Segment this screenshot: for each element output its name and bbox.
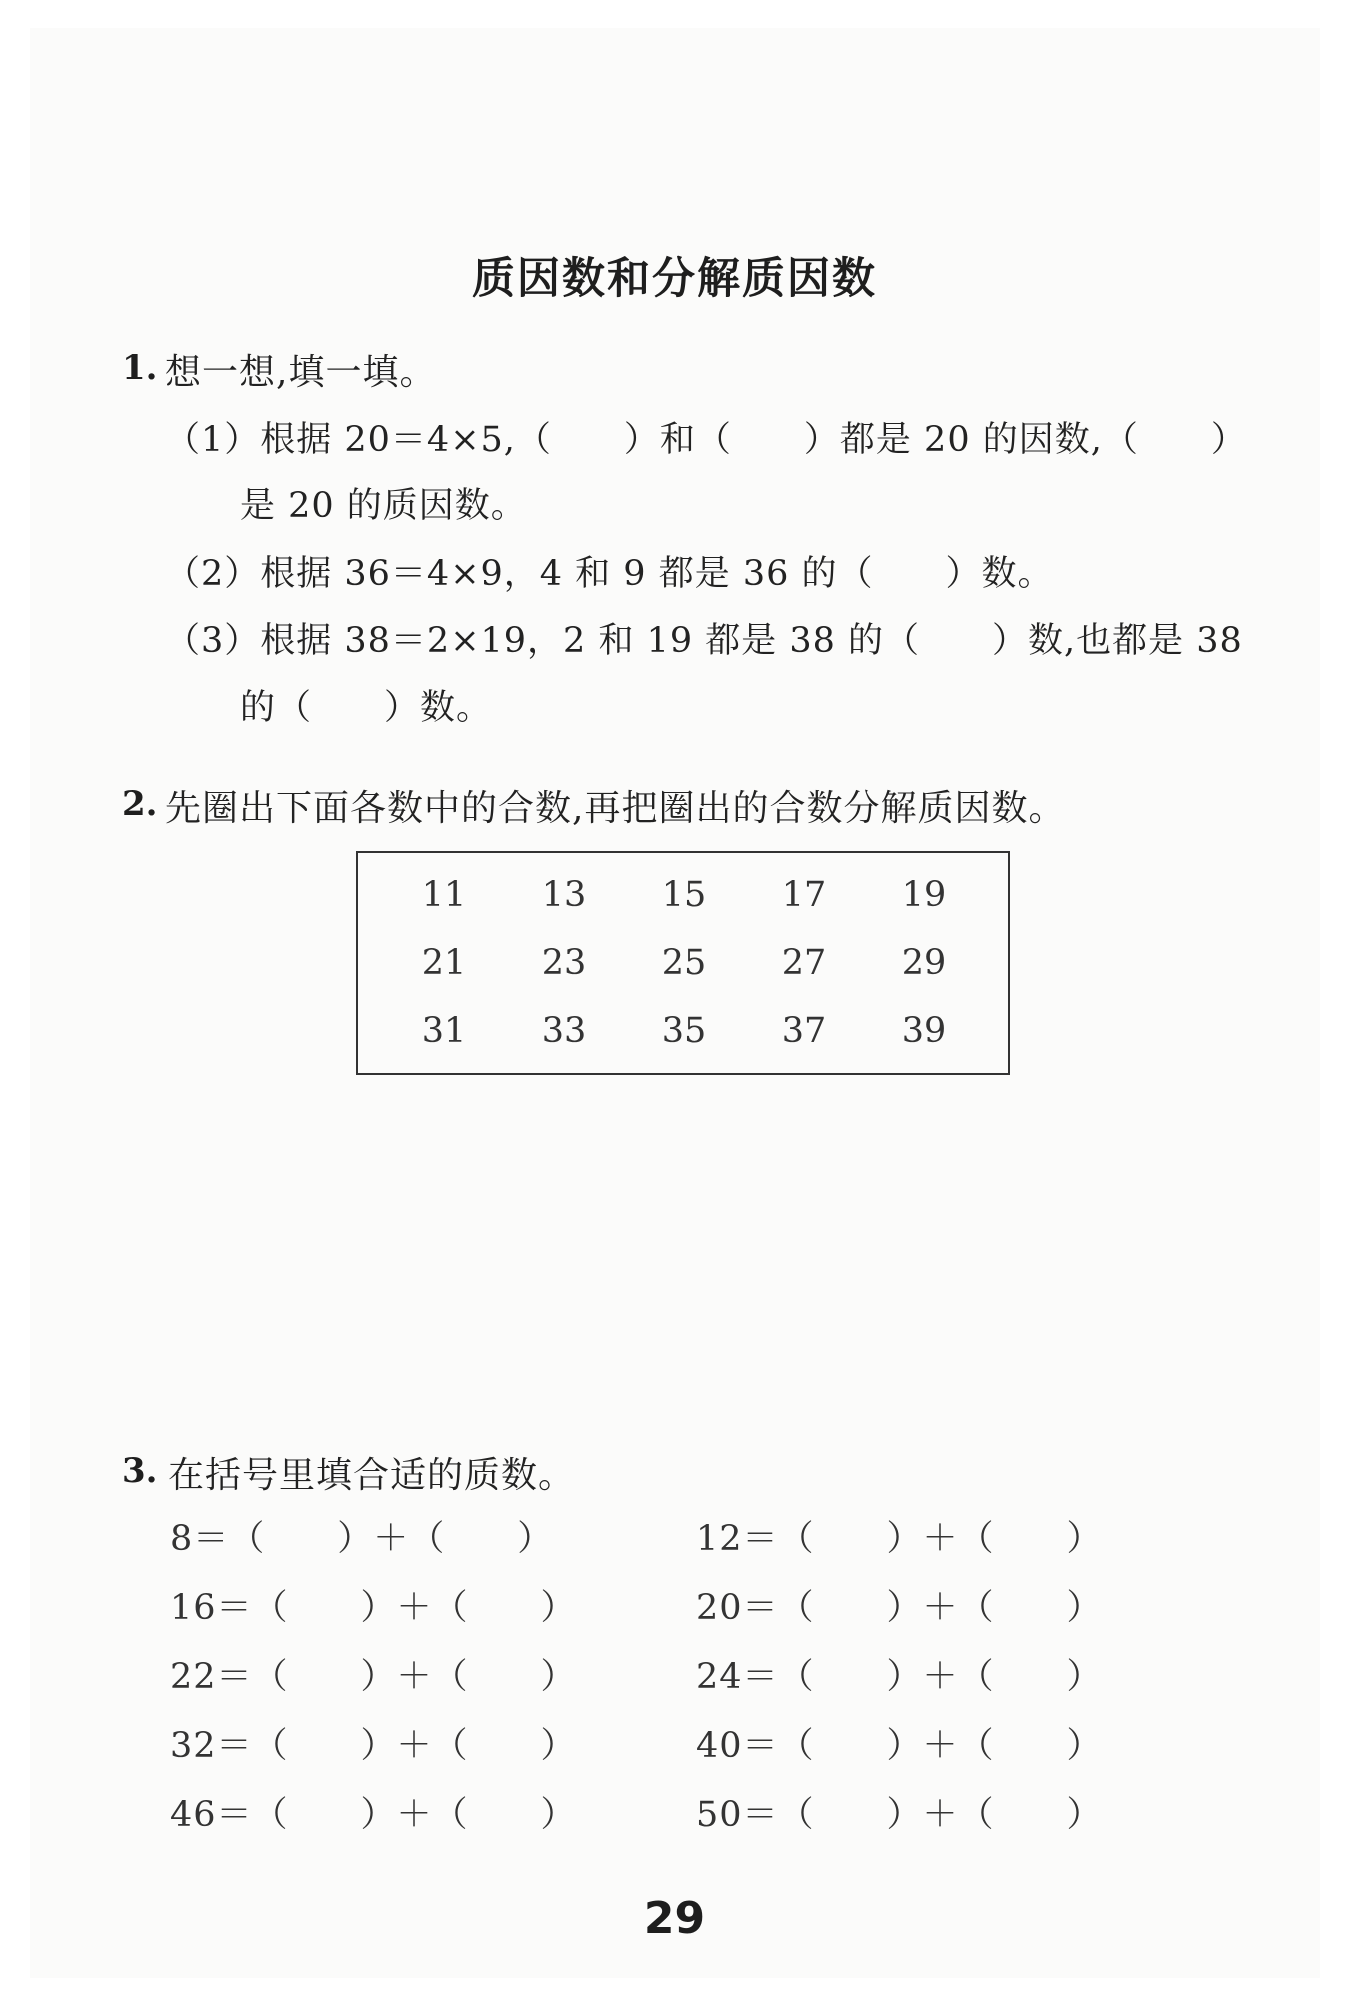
equation-left-1[interactable]: 8＝（ ）＋（ ） <box>170 1519 554 1559</box>
q1-line-3: （2）根据 36＝4×9，4 和 9 都是 36 的（ ）数。 <box>165 554 1054 594</box>
equation-right-2[interactable]: 20＝（ ）＋（ ） <box>696 1588 1103 1628</box>
question-3-text: 在括号里填合适的质数。 <box>168 1455 576 1496</box>
equation-right-3[interactable]: 24＝（ ）＋（ ） <box>696 1657 1103 1697</box>
question-2-text: 先圈出下面各数中的合数,再把圈出的合数分解质因数。 <box>165 788 1066 829</box>
q1-line-4: （3）根据 38＝2×19，2 和 19 都是 38 的（ ）数,也都是 38 <box>165 621 1243 661</box>
question-3-number: 3. <box>122 1451 158 1491</box>
equation-left-2[interactable]: 16＝（ ）＋（ ） <box>170 1588 577 1628</box>
grid-number[interactable]: 31 <box>421 1011 467 1051</box>
grid-number[interactable]: 19 <box>901 875 947 915</box>
question-1-number: 1. <box>122 348 158 388</box>
grid-number[interactable]: 33 <box>541 1011 587 1051</box>
grid-number[interactable]: 21 <box>421 943 467 983</box>
grid-number[interactable]: 25 <box>661 943 707 983</box>
grid-number[interactable]: 37 <box>781 1011 827 1051</box>
equation-right-4[interactable]: 40＝（ ）＋（ ） <box>696 1726 1103 1766</box>
q1-line-2: 是 20 的质因数。 <box>240 486 527 526</box>
grid-number[interactable]: 29 <box>901 943 947 983</box>
grid-number[interactable]: 23 <box>541 943 587 983</box>
grid-number[interactable]: 17 <box>781 875 827 915</box>
page-title: 质因数和分解质因数 <box>472 254 877 304</box>
grid-number[interactable]: 15 <box>661 875 707 915</box>
number-grid-box <box>356 851 1010 1075</box>
page-number: 29 <box>643 1893 706 1944</box>
equation-left-4[interactable]: 32＝（ ）＋（ ） <box>170 1726 577 1766</box>
grid-number[interactable]: 35 <box>661 1011 707 1051</box>
equation-left-3[interactable]: 22＝（ ）＋（ ） <box>170 1657 577 1697</box>
equation-right-5[interactable]: 50＝（ ）＋（ ） <box>696 1795 1103 1835</box>
question-1-text: 想一想,填一填。 <box>165 352 437 393</box>
equation-right-1[interactable]: 12＝（ ）＋（ ） <box>696 1519 1103 1559</box>
equation-left-5[interactable]: 46＝（ ）＋（ ） <box>170 1795 577 1835</box>
q1-line-1: （1）根据 20＝4×5,（ ）和（ ）都是 20 的因数,（ ） <box>165 420 1247 460</box>
grid-number[interactable]: 27 <box>781 943 827 983</box>
q1-line-5: 的（ ）数。 <box>240 688 493 728</box>
grid-number[interactable]: 11 <box>421 875 467 915</box>
grid-number[interactable]: 13 <box>541 875 587 915</box>
grid-number[interactable]: 39 <box>901 1011 947 1051</box>
question-2-number: 2. <box>122 784 158 824</box>
